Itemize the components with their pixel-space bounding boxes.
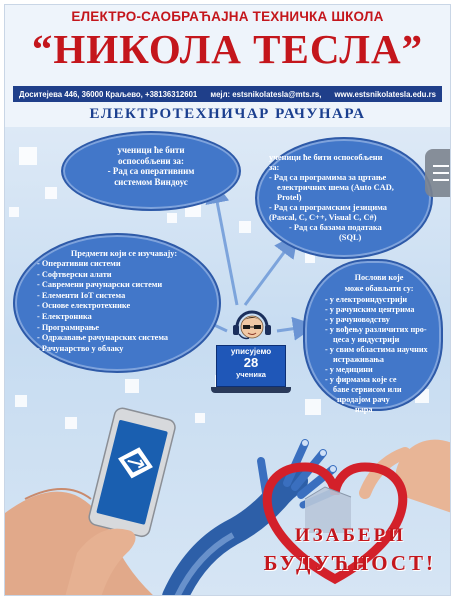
cloud-jobs-heading-1: Послови које: [354, 273, 404, 282]
cloud-skills-item: - Рад са програмима за цртање: [269, 173, 387, 182]
subjects-list: [37, 259, 211, 354]
smartphone-icon: [87, 407, 176, 538]
cloud-os-heading-2: оспособљени за:: [118, 155, 184, 166]
subject-item: - Основе електротехнике: [37, 301, 131, 311]
subject-item: - Савремени рачунарски системи: [37, 280, 163, 290]
website[interactable]: www.estsnikolatesla.edu.rs: [334, 89, 436, 99]
cloud-jobs: [303, 259, 443, 414]
cloud-skills-item: (Pascal, C, C++, Visual C, C#): [269, 213, 377, 222]
cloud-skills-item: (SQL): [339, 233, 362, 242]
slogan-line-1: ИЗАБЕРИ: [294, 525, 406, 546]
job-item: - у вођењу различитих про-: [325, 325, 427, 334]
job-item: цеса у индустрији: [333, 335, 400, 344]
subject-item: - Рачунарство у облаку: [37, 343, 124, 353]
cloud-skills-item: - Рад са базама података: [289, 223, 382, 232]
address: Доситејева 446, 36000 Краљево, +38136312601: [19, 89, 198, 99]
school-name: “НИКОЛА ТЕСЛА”: [31, 26, 424, 72]
student-headset-icon: [229, 307, 275, 347]
cloud-os-skills: [61, 131, 241, 211]
slogan-line-2: БУДУЋНОСТ!: [263, 551, 436, 575]
laptop-base: [211, 387, 291, 393]
subject-item: - Електроника: [37, 311, 92, 321]
job-item: истраживања: [333, 355, 384, 364]
subject-item: - Програмирање: [37, 322, 100, 332]
job-item: - у електроиндустрији: [325, 295, 408, 304]
cloud-skills-item: електричних шема (Auto CAD,: [277, 183, 394, 192]
cloud-skills-item: Protel): [277, 193, 302, 202]
email[interactable]: мејл: estsnikolatesla@mts.rs,: [210, 89, 322, 99]
job-item: - у рачуноводству: [325, 315, 390, 324]
enrollment-verb: уписујемо: [230, 347, 272, 356]
job-item: продајом рачу: [337, 395, 390, 404]
subject-item: - Елементи IoT система: [37, 290, 126, 300]
enrollment-box: [216, 345, 286, 387]
program-title: ЕЛЕКТРОТЕХНИЧАР РАЧУНАРА: [89, 106, 366, 122]
cloud-subjects-heading: Предмети који се изучавају:: [70, 249, 178, 258]
subject-item: - Оперативни системи: [37, 259, 121, 268]
job-item: - у медицини: [325, 365, 373, 374]
cloud-programming-skills: [255, 137, 433, 259]
enrollment-count: 28: [243, 355, 259, 370]
cloud-skills-heading-2: за:: [269, 163, 280, 172]
hamburger-menu-icon[interactable]: [425, 149, 451, 197]
poster: [4, 4, 451, 596]
subject-item: - Одржавање рачунарских система: [37, 333, 169, 343]
job-item: - у фирмама које се: [325, 375, 397, 384]
school-type: ЕЛЕКТРО-САОБРАЋАЈНА ТЕХНИЧКА ШКОЛА: [71, 9, 384, 24]
cloud-skills-item: - Рад са програмским језицима: [269, 203, 387, 212]
cloud-os-item: системом Виндоус: [114, 176, 188, 187]
job-item: нара: [355, 405, 373, 414]
cloud-subjects: [13, 233, 221, 373]
enrollment-unit: ученика: [236, 370, 266, 379]
cloud-skills-heading-1: ученици ће бити оспособљени: [269, 153, 383, 162]
job-item: - у рачунским центрима: [325, 305, 415, 314]
job-item: - у свим областима научних: [325, 345, 428, 354]
cloud-os-item: - Рад са оперативним: [107, 166, 195, 176]
subject-item: - Софтверски алати: [37, 269, 112, 279]
cloud-jobs-heading-2: може обављати су:: [344, 284, 414, 293]
cloud-os-heading-1: ученици ће бити: [117, 145, 185, 155]
job-item: баве сервисом или: [333, 385, 402, 394]
